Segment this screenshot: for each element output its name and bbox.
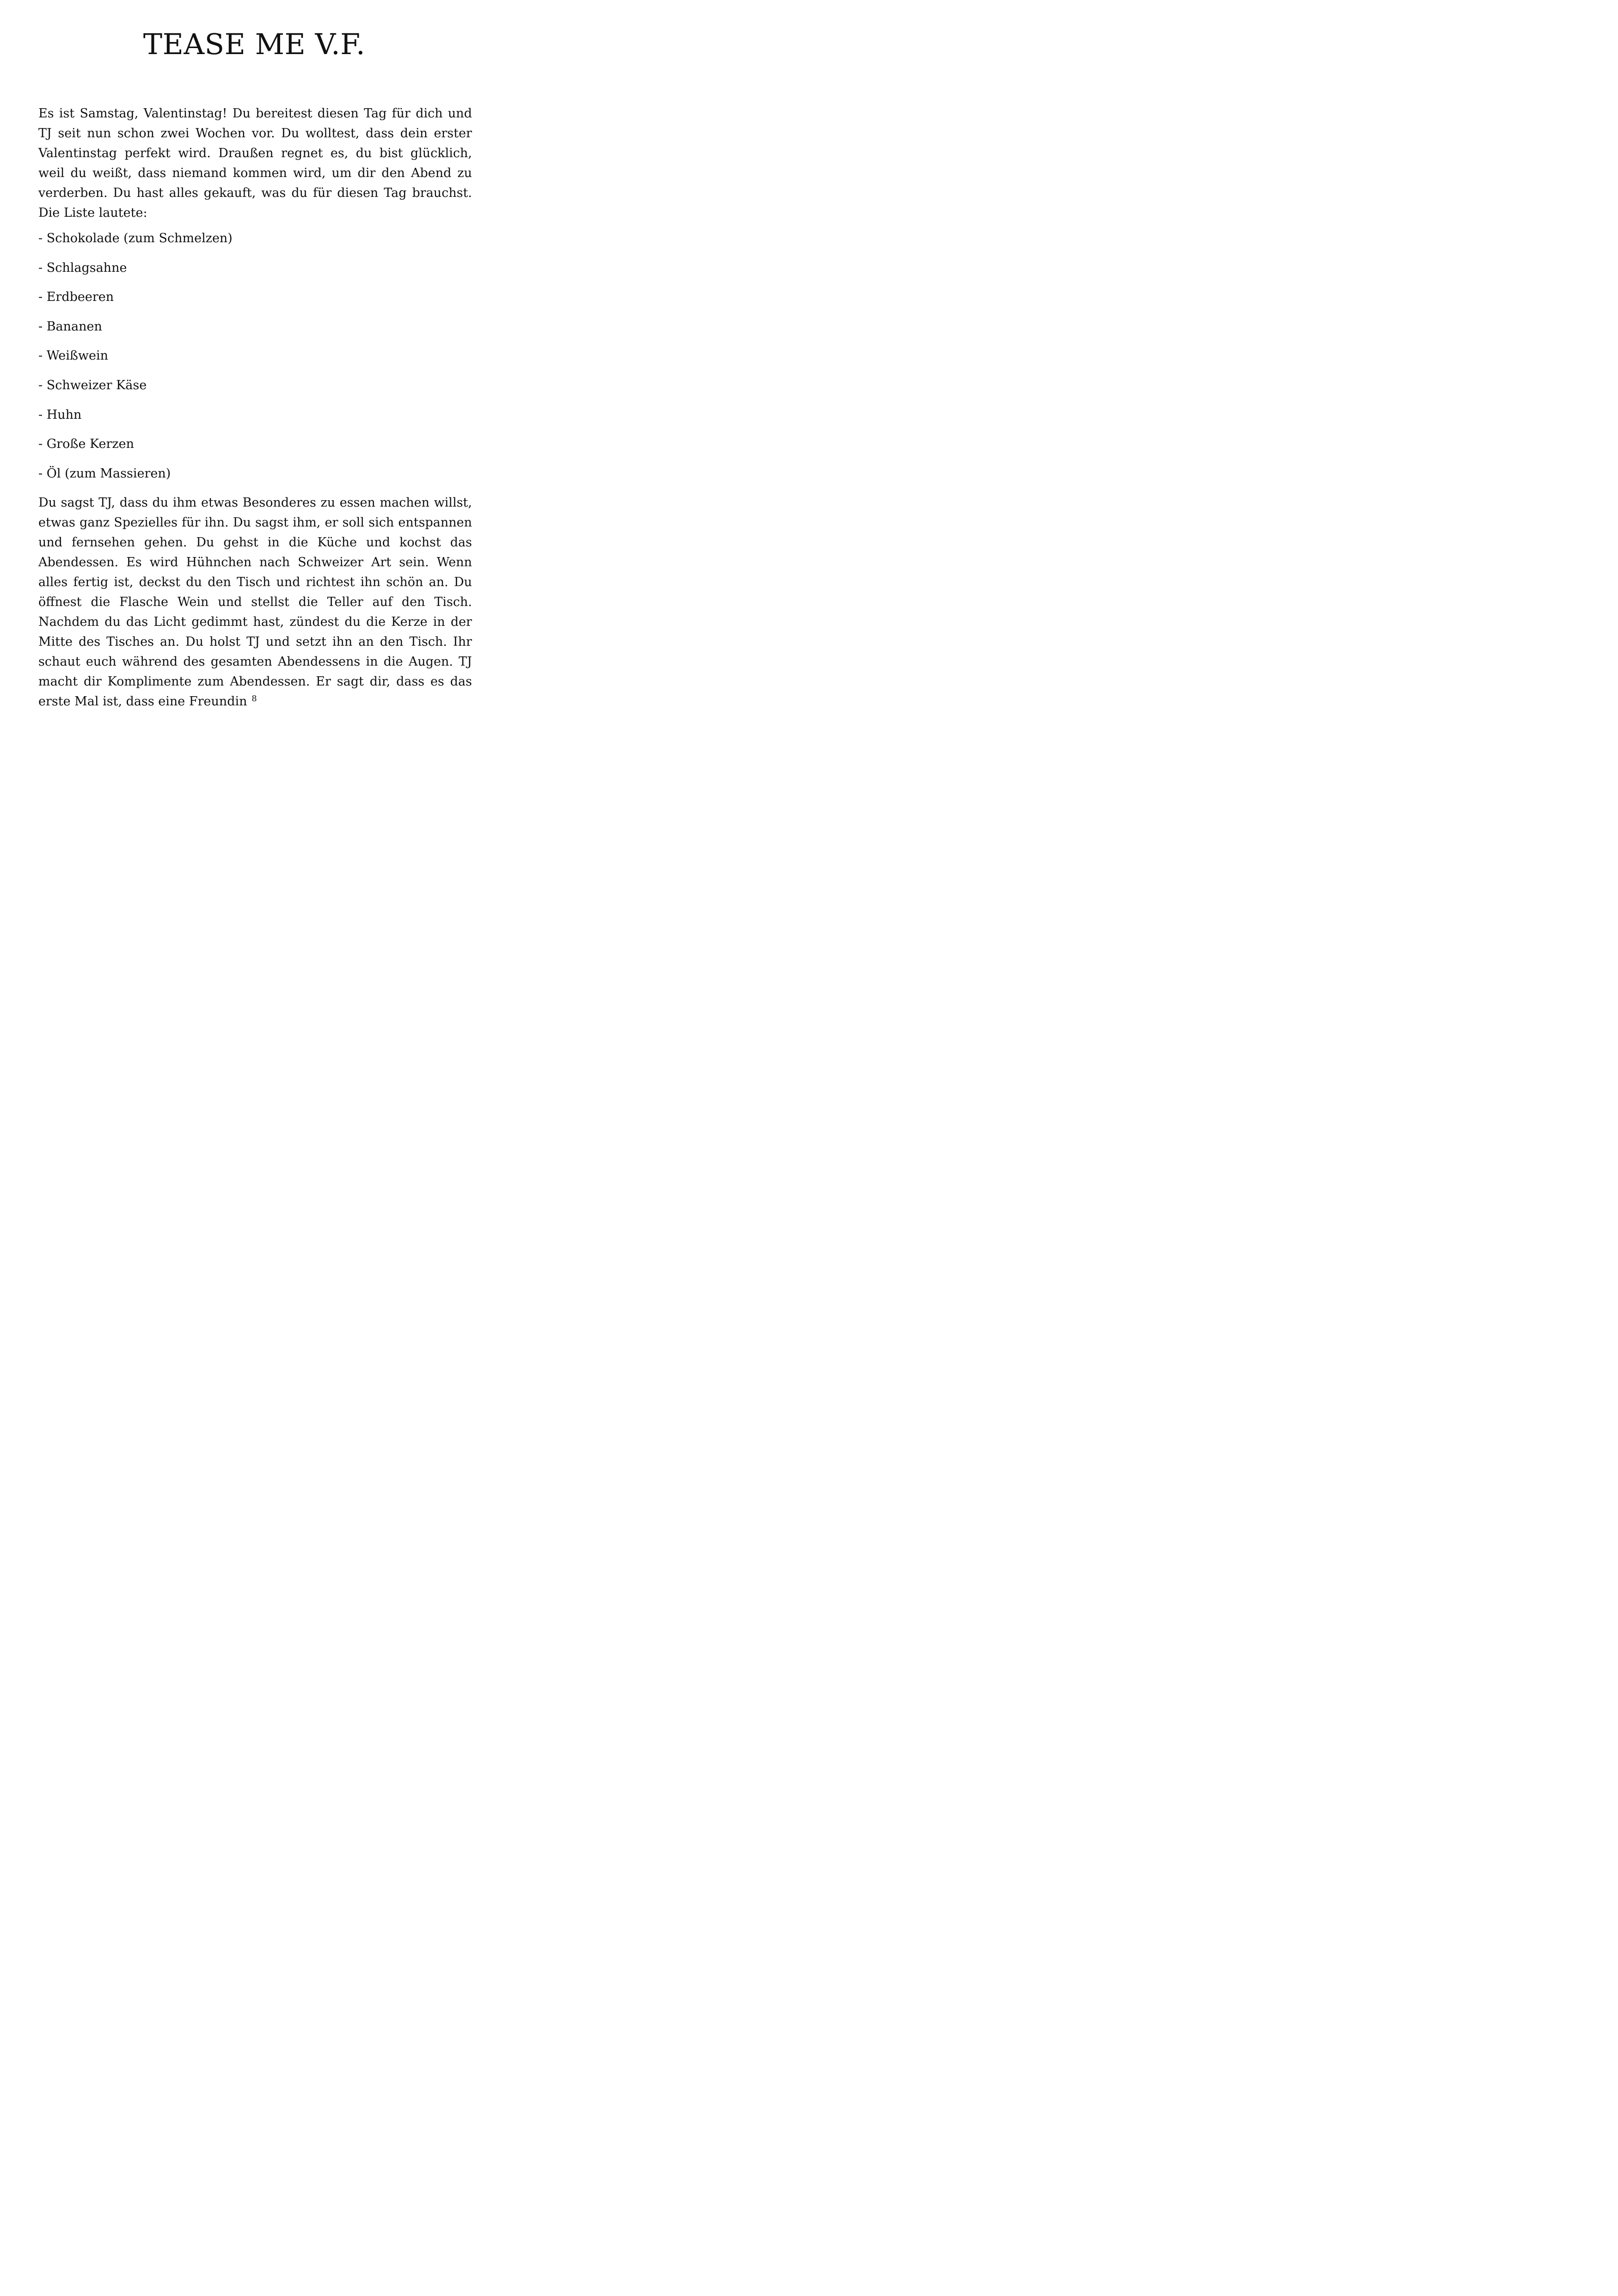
text-body bbox=[38, 104, 472, 711]
body-paragraph: Du sagst TJ, dass du ihm etwas Besonderes zu essen machen willst, etwas ganz Spezielles für ihn. Du sagst ihm, er soll sich entspannen und fernsehen gehen. Du gehst in die Küche und kochst das Abendessen. Es wird Hühnchen nach Schweizer Art sein. Wenn alles fertig ist, deckst du den Tisch und richtest ihn schön an. Du öffnest die Flasche Wein und stellst die Teller auf den Tisch. Nachdem du das Licht gedimmt hast, zündest du die Kerze in der Mitte des Tisches an. Du holst TJ und setzt ihn an den Tisch. Ihr schaut euch während des gesamten Abendessens in die Augen. TJ macht dir Komplimente zum Abendessen. Er sagt dir, dass es das erste Mal ist, dass eine Freundin bbox=[38, 496, 472, 709]
list-item: - Große Kerzen bbox=[38, 437, 134, 452]
list-item: - Schlagsahne bbox=[38, 260, 127, 275]
shopping-list bbox=[38, 228, 472, 493]
list-item: - Weißwein bbox=[38, 349, 109, 363]
list-item: - Öl (zum Massieren) bbox=[38, 466, 171, 481]
list-item: - Bananen bbox=[38, 319, 102, 334]
list-item: - Schokolade (zum Schmelzen) bbox=[38, 231, 233, 245]
document-page bbox=[0, 0, 509, 722]
page-number: 8 bbox=[251, 694, 257, 704]
list-item: - Huhn bbox=[38, 407, 82, 422]
page-title: TEASE ME V.F. bbox=[143, 27, 366, 61]
list-item: - Erdbeeren bbox=[38, 290, 114, 305]
list-item: - Schweizer Käse bbox=[38, 378, 147, 392]
intro-paragraph: Es ist Samstag, Valentinstag! Du bereitest diesen Tag für dich und TJ seit nun schon zwei Wochen vor. Du wolltest, dass dein erster Valentinstag perfekt wird. Draußen regnet es, du bist glücklich, weil du weißt, dass niemand kommen wird, um dir den Abend zu verderben. Du hast alles gekauft, was du für diesen Tag brauchst. Die Liste lautete: bbox=[38, 106, 472, 220]
